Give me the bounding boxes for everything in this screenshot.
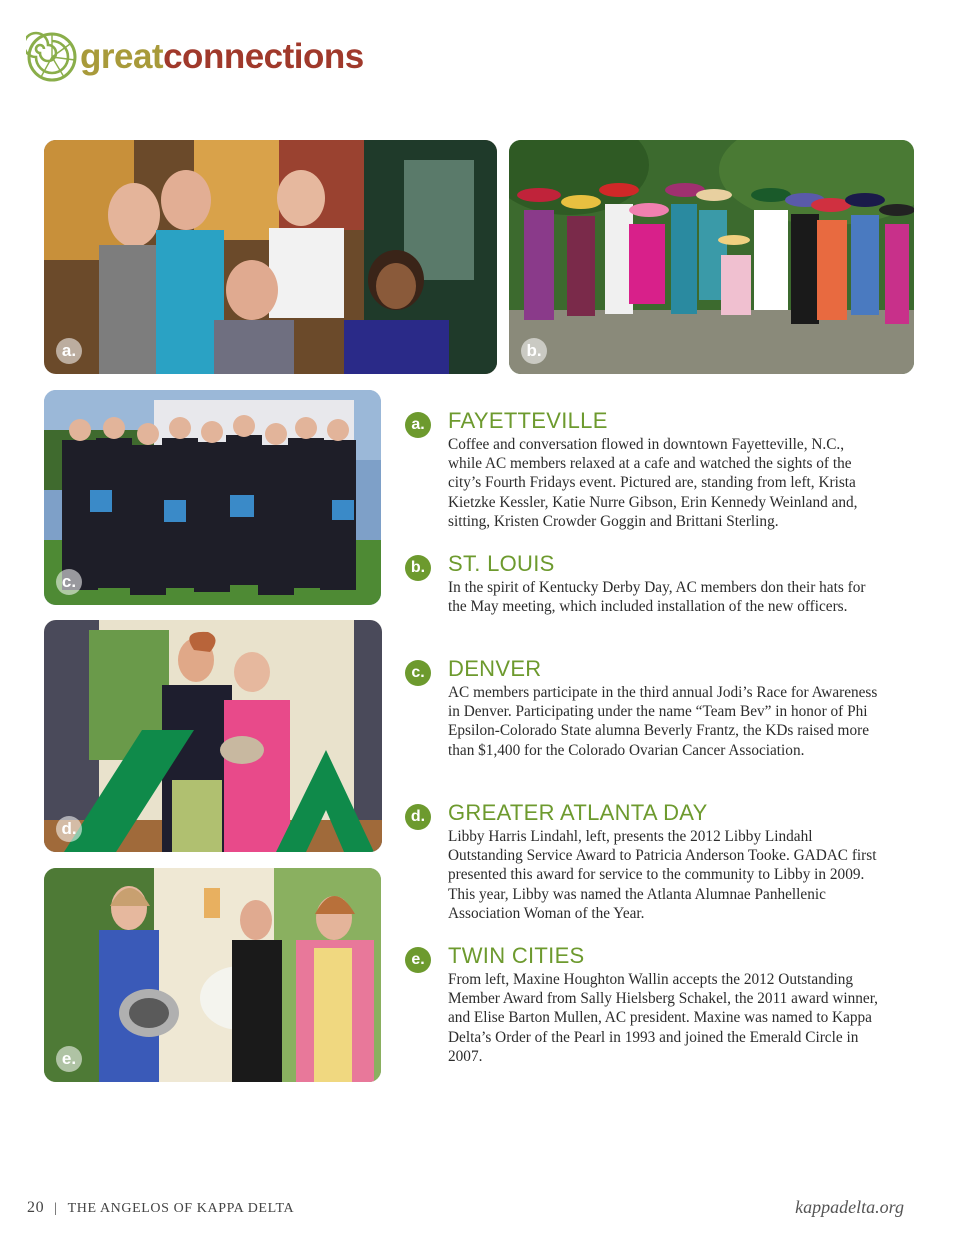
brand-part-connections: connections (163, 36, 364, 76)
caption-body: Coffee and conversation flowed in downtown Fayetteville, N.C., while AC members relaxed at a cafe and watched the sights of the city’s Fourth Fridays event. Pictured are, standing from left, Krista Kietzke Kessler, Katie Nurre Gibson, Erin Kennedy Weinland and, sitting, Kristen Crowder Goggin and Brittani Sterling. (448, 436, 858, 530)
caption-title: TWIN CITIES (448, 943, 585, 968)
caption-denver (405, 656, 880, 760)
caption-badge: d. (405, 804, 431, 830)
photo-letter: b. (521, 338, 547, 364)
photo-letter: a. (56, 338, 82, 364)
caption-body: Libby Harris Lindahl, left, presents the 2012 Libby Lindahl Outstanding Service Award to Patricia Anderson Tooke. GADAC first presented this award for service to the community to Libby in 2009. This year, Libby was named the Atlanta Alumnae Panhellenic Association Woman of the Year. (448, 828, 877, 922)
page-header (26, 26, 364, 86)
brand-part-great: great (80, 36, 164, 76)
caption-badge: a. (405, 412, 431, 438)
caption-body: AC members participate in the third annual Jodi’s Race for Awareness in Denver. Participating under the name “Team Bev” in honor of Phi Epsilon-Colorado State alumna Beverly Frantz, the KDs raised more than $1,400 for the Colorado Ovarian Cancer Association. (448, 684, 878, 759)
page-number: 20 (27, 1199, 45, 1216)
website-link[interactable]: kappadelta.org (795, 1197, 904, 1217)
photo-letter: e. (56, 1046, 82, 1072)
photo-letter: c. (56, 569, 82, 595)
publication-name: THE ANGELOS OF KAPPA DELTA (67, 1201, 295, 1216)
caption-title: DENVER (448, 656, 542, 681)
caption-badge: c. (405, 660, 431, 686)
photo-b-st-louis (509, 140, 914, 374)
photo-a-fayetteville (44, 140, 497, 374)
caption-greater-atlanta-day (405, 800, 880, 923)
photo-d-greater-atlanta (44, 620, 382, 852)
section-title (80, 36, 364, 76)
caption-st-louis (405, 551, 880, 616)
caption-body: From left, Maxine Houghton Wallin accepts the 2012 Outstanding Member Award from Sally Hielsberg Schakel, the 2011 award winner, and Elise Barton Mullen, AC president. Maxine was named to Kappa Delta’s Order of the Pearl in 1993 and joined the Emerald Circle in 2007. (448, 971, 879, 1065)
caption-body: In the spirit of Kentucky Derby Day, AC members don their hats for the May meeting, which included installation of the new officers. (448, 579, 866, 616)
photo-e-twin-cities (44, 868, 381, 1082)
caption-title: FAYETTEVILLE (448, 408, 608, 433)
photo-c-denver (44, 390, 381, 605)
caption-badge: b. (405, 555, 431, 581)
nautilus-shell-icon (26, 27, 78, 85)
caption-twin-cities (405, 943, 880, 1066)
photo-letter: d. (56, 816, 82, 842)
caption-badge: e. (405, 947, 431, 973)
page-footer (27, 1199, 294, 1217)
footer-separator: | (54, 1201, 58, 1216)
caption-title: ST. LOUIS (448, 551, 555, 576)
caption-title: GREATER ATLANTA DAY (448, 800, 708, 825)
caption-fayetteville (405, 408, 880, 531)
